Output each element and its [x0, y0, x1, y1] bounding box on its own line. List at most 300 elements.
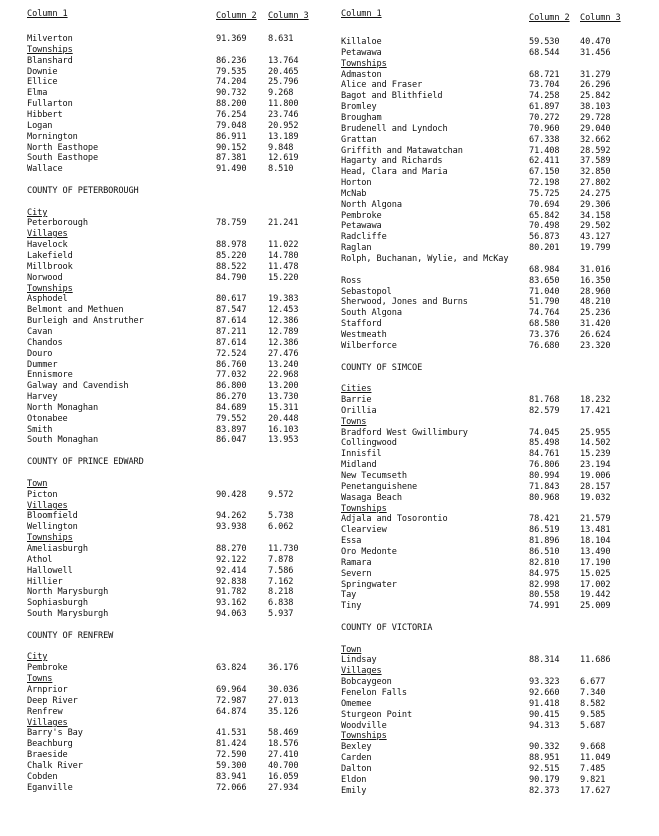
- row-label: McNab: [341, 189, 367, 199]
- county-heading: COUNTY OF SIMCOE: [341, 363, 423, 373]
- value-column-2: 90.428: [216, 490, 247, 500]
- value-column-2: 75.725: [529, 189, 560, 199]
- value-column-3: 7.485: [580, 764, 606, 774]
- value-column-2: 87.614: [216, 316, 247, 326]
- section-subheading: Cities: [341, 384, 372, 394]
- value-column-3: 25.796: [268, 77, 299, 87]
- value-column-3: 26.624: [580, 330, 611, 340]
- section-subheading: Towns: [341, 417, 367, 427]
- value-column-2: 70.960: [529, 124, 560, 134]
- value-column-3: 13.200: [268, 381, 299, 391]
- value-column-2: 59.530: [529, 37, 560, 47]
- value-column-2: 62.411: [529, 156, 560, 166]
- value-column-3: 19.442: [580, 590, 611, 600]
- row-label: Lakefield: [27, 251, 73, 261]
- value-column-2: 80.201: [529, 243, 560, 253]
- row-label: Innisfil: [341, 449, 382, 459]
- value-column-2: 74.045: [529, 428, 560, 438]
- row-label: Ross: [341, 276, 362, 286]
- row-label: North Marysburgh: [27, 587, 109, 597]
- value-column-3: 28.960: [580, 287, 611, 297]
- value-column-2: 76.680: [529, 341, 560, 351]
- row-label: Pembroke: [27, 663, 68, 673]
- value-column-3: 12.619: [268, 153, 299, 163]
- value-column-2: 72.590: [216, 750, 247, 760]
- value-column-3: 31.456: [580, 48, 611, 58]
- value-column-3: 15.239: [580, 449, 611, 459]
- value-column-3: 37.589: [580, 156, 611, 166]
- value-column-2: 86.270: [216, 392, 247, 402]
- row-label: Havelock: [27, 240, 68, 250]
- value-column-2: 90.415: [529, 710, 560, 720]
- value-column-3: 9.821: [580, 775, 606, 785]
- section-subheading: Townships: [341, 59, 387, 69]
- row-label: Eldon: [341, 775, 367, 785]
- value-column-2: 94.313: [529, 721, 560, 731]
- value-column-3: 30.036: [268, 685, 299, 695]
- value-column-3: 40.470: [580, 37, 611, 47]
- column-header: Column 2: [529, 13, 570, 23]
- value-column-2: 72.198: [529, 178, 560, 188]
- value-column-2: 84.790: [216, 273, 247, 283]
- value-column-2: 76.254: [216, 110, 247, 120]
- value-column-2: 76.806: [529, 460, 560, 470]
- row-label: Severn: [341, 569, 372, 579]
- row-label: Grattan: [341, 135, 377, 145]
- value-column-3: 15.220: [268, 273, 299, 283]
- value-column-2: 91.418: [529, 699, 560, 709]
- value-column-3: 23.746: [268, 110, 299, 120]
- value-column-2: 88.270: [216, 544, 247, 554]
- value-column-2: 88.522: [216, 262, 247, 272]
- row-label: Peterborough: [27, 218, 88, 228]
- value-column-3: 9.268: [268, 88, 294, 98]
- value-column-2: 79.048: [216, 121, 247, 131]
- value-column-3: 20.465: [268, 67, 299, 77]
- value-column-3: 15.311: [268, 403, 299, 413]
- value-column-3: 20.448: [268, 414, 299, 424]
- value-column-3: 9.585: [580, 710, 606, 720]
- column-header: Column 2: [216, 11, 257, 21]
- row-label: Chalk River: [27, 761, 83, 771]
- row-label: Hagarty and Richards: [341, 156, 443, 166]
- section-subheading: Townships: [27, 284, 73, 294]
- value-column-3: 13.953: [268, 435, 299, 445]
- value-column-3: 48.210: [580, 297, 611, 307]
- row-label: Raglan: [341, 243, 372, 253]
- value-column-2: 73.704: [529, 80, 560, 90]
- value-column-2: 72.524: [216, 349, 247, 359]
- value-column-2: 94.262: [216, 511, 247, 521]
- value-column-3: 25.842: [580, 91, 611, 101]
- section-subheading: Villages: [341, 666, 382, 676]
- row-label: Stafford: [341, 319, 382, 329]
- row-label: Head, Clara and Maria: [341, 167, 448, 177]
- value-column-3: 11.730: [268, 544, 299, 554]
- row-label: Wilberforce: [341, 341, 397, 351]
- row-label: Norwood: [27, 273, 63, 283]
- value-column-2: 71.408: [529, 146, 560, 156]
- column-header: Column 1: [341, 9, 382, 19]
- row-label: Ellice: [27, 77, 58, 87]
- value-column-3: 32.850: [580, 167, 611, 177]
- value-column-3: 19.006: [580, 471, 611, 481]
- value-column-2: 86.800: [216, 381, 247, 391]
- value-column-3: 31.420: [580, 319, 611, 329]
- value-column-2: 94.063: [216, 609, 247, 619]
- value-column-2: 92.122: [216, 555, 247, 565]
- row-label: Dalton: [341, 764, 372, 774]
- row-label: Dummer: [27, 360, 58, 370]
- row-label: Ennismore: [27, 370, 73, 380]
- value-column-3: 19.799: [580, 243, 611, 253]
- value-column-3: 17.627: [580, 786, 611, 796]
- row-label: Woodville: [341, 721, 387, 731]
- column-header: Column 3: [580, 13, 621, 23]
- row-label: Brougham: [341, 113, 382, 123]
- row-label: Killaloe: [341, 37, 382, 47]
- row-label: Mornington: [27, 132, 78, 142]
- row-label: Picton: [27, 490, 58, 500]
- value-column-3: 25.009: [580, 601, 611, 611]
- row-label: Otonabee: [27, 414, 68, 424]
- row-label: Fullarton: [27, 99, 73, 109]
- value-column-3: 32.662: [580, 135, 611, 145]
- row-label: Belmont and Methuen: [27, 305, 124, 315]
- row-label: Logan: [27, 121, 53, 131]
- value-column-2: 91.369: [216, 34, 247, 44]
- row-label: Hillier: [27, 577, 63, 587]
- value-column-2: 80.617: [216, 294, 247, 304]
- section-subheading: City: [27, 208, 48, 218]
- value-column-2: 92.838: [216, 577, 247, 587]
- row-label: Springwater: [341, 580, 397, 590]
- value-column-2: 85.220: [216, 251, 247, 261]
- value-column-3: 29.040: [580, 124, 611, 134]
- value-column-2: 84.689: [216, 403, 247, 413]
- value-column-3: 40.700: [268, 761, 299, 771]
- value-column-3: 5.738: [268, 511, 294, 521]
- value-column-2: 90.332: [529, 742, 560, 752]
- row-label: Cavan: [27, 327, 53, 337]
- value-column-3: 12.453: [268, 305, 299, 315]
- value-column-3: 22.968: [268, 370, 299, 380]
- value-column-2: 71.843: [529, 482, 560, 492]
- value-column-2: 65.842: [529, 211, 560, 221]
- value-column-3: 9.572: [268, 490, 294, 500]
- value-column-2: 80.558: [529, 590, 560, 600]
- row-label: Bexley: [341, 742, 372, 752]
- row-label: Eganville: [27, 783, 73, 793]
- value-column-3: 31.016: [580, 265, 611, 275]
- value-column-2: 88.978: [216, 240, 247, 250]
- value-column-2: 86.519: [529, 525, 560, 535]
- value-column-2: 90.732: [216, 88, 247, 98]
- row-label: Fenelon Falls: [341, 688, 407, 698]
- value-column-3: 58.469: [268, 728, 299, 738]
- value-column-3: 12.386: [268, 316, 299, 326]
- value-column-2: 82.998: [529, 580, 560, 590]
- value-column-3: 12.789: [268, 327, 299, 337]
- row-label: Cobden: [27, 772, 58, 782]
- value-column-3: 9.848: [268, 143, 294, 153]
- row-label: North Monaghan: [27, 403, 99, 413]
- row-label: Smith: [27, 425, 53, 435]
- value-column-3: 25.236: [580, 308, 611, 318]
- row-label: Bromley: [341, 102, 377, 112]
- value-column-3: 27.410: [268, 750, 299, 760]
- row-label: South Easthope: [27, 153, 99, 163]
- value-column-3: 20.952: [268, 121, 299, 131]
- value-column-2: 64.874: [216, 707, 247, 717]
- value-column-3: 13.764: [268, 56, 299, 66]
- value-column-3: 25.955: [580, 428, 611, 438]
- row-label: New Tecumseth: [341, 471, 407, 481]
- value-column-3: 35.126: [268, 707, 299, 717]
- row-label: Ameliasburgh: [27, 544, 88, 554]
- value-column-3: 5.937: [268, 609, 294, 619]
- value-column-2: 92.414: [216, 566, 247, 576]
- value-column-3: 12.386: [268, 338, 299, 348]
- value-column-3: 16.350: [580, 276, 611, 286]
- value-column-2: 86.236: [216, 56, 247, 66]
- value-column-3: 11.478: [268, 262, 299, 272]
- value-column-2: 87.547: [216, 305, 247, 315]
- value-column-3: 11.800: [268, 99, 299, 109]
- value-column-2: 91.490: [216, 164, 247, 174]
- value-column-3: 7.586: [268, 566, 294, 576]
- row-label: Renfrew: [27, 707, 63, 717]
- row-label: Omemee: [341, 699, 372, 709]
- row-label: Wellington: [27, 522, 78, 532]
- value-column-2: 93.162: [216, 598, 247, 608]
- row-label: South Marysburgh: [27, 609, 109, 619]
- value-column-3: 28.592: [580, 146, 611, 156]
- value-column-2: 72.066: [216, 783, 247, 793]
- row-label: South Algona: [341, 308, 402, 318]
- row-label: Horton: [341, 178, 372, 188]
- county-heading: COUNTY OF PRINCE EDWARD: [27, 457, 144, 467]
- value-column-3: 5.687: [580, 721, 606, 731]
- column-header: Column 1: [27, 9, 68, 19]
- value-column-3: 17.002: [580, 580, 611, 590]
- value-column-2: 81.768: [529, 395, 560, 405]
- value-column-3: 8.510: [268, 164, 294, 174]
- value-column-2: 87.614: [216, 338, 247, 348]
- value-column-2: 70.272: [529, 113, 560, 123]
- value-column-3: 6.838: [268, 598, 294, 608]
- row-label: Midland: [341, 460, 377, 470]
- value-column-3: 8.582: [580, 699, 606, 709]
- value-column-3: 8.218: [268, 587, 294, 597]
- section-subheading: Villages: [27, 501, 68, 511]
- row-label: Elma: [27, 88, 48, 98]
- value-column-2: 82.373: [529, 786, 560, 796]
- value-column-3: 7.340: [580, 688, 606, 698]
- value-column-2: 68.984: [529, 265, 560, 275]
- value-column-3: 14.780: [268, 251, 299, 261]
- row-label: Bloomfield: [27, 511, 78, 521]
- section-subheading: Town: [27, 479, 48, 489]
- value-column-3: 24.275: [580, 189, 611, 199]
- row-label: Galway and Cavendish: [27, 381, 129, 391]
- row-label: Braeside: [27, 750, 68, 760]
- row-label: Bobcaygeon: [341, 677, 392, 687]
- row-label: Arnprior: [27, 685, 68, 695]
- row-label: Rolph, Buchanan, Wylie, and McKay: [341, 254, 509, 264]
- value-column-2: 78.421: [529, 514, 560, 524]
- value-column-3: 13.189: [268, 132, 299, 142]
- value-column-3: 6.062: [268, 522, 294, 532]
- value-column-2: 81.424: [216, 739, 247, 749]
- value-column-3: 36.176: [268, 663, 299, 673]
- row-label: Essa: [341, 536, 362, 546]
- value-column-2: 90.152: [216, 143, 247, 153]
- value-column-2: 67.150: [529, 167, 560, 177]
- row-label: Barrie: [341, 395, 372, 405]
- row-label: Millbrook: [27, 262, 73, 272]
- row-label: South Monaghan: [27, 435, 99, 445]
- value-column-3: 6.677: [580, 677, 606, 687]
- value-column-2: 86.760: [216, 360, 247, 370]
- value-column-3: 26.296: [580, 80, 611, 90]
- value-column-3: 16.059: [268, 772, 299, 782]
- row-label: Sturgeon Point: [341, 710, 413, 720]
- value-column-3: 23.320: [580, 341, 611, 351]
- value-column-3: 21.241: [268, 218, 299, 228]
- value-column-2: 72.987: [216, 696, 247, 706]
- value-column-2: 84.761: [529, 449, 560, 459]
- value-column-2: 82.810: [529, 558, 560, 568]
- value-column-2: 84.975: [529, 569, 560, 579]
- value-column-3: 7.162: [268, 577, 294, 587]
- value-column-3: 27.934: [268, 783, 299, 793]
- row-label: Penetanguishene: [341, 482, 418, 492]
- row-label: Ramara: [341, 558, 372, 568]
- row-label: Tiny: [341, 601, 362, 611]
- county-heading: COUNTY OF VICTORIA: [341, 623, 433, 633]
- value-column-2: 56.873: [529, 232, 560, 242]
- value-column-2: 80.994: [529, 471, 560, 481]
- row-label: Beachburg: [27, 739, 73, 749]
- value-column-2: 83.941: [216, 772, 247, 782]
- value-column-2: 86.047: [216, 435, 247, 445]
- value-column-2: 88.951: [529, 753, 560, 763]
- value-column-3: 18.576: [268, 739, 299, 749]
- value-column-3: 28.157: [580, 482, 611, 492]
- row-label: Radcliffe: [341, 232, 387, 242]
- value-column-2: 69.964: [216, 685, 247, 695]
- value-column-2: 87.381: [216, 153, 247, 163]
- value-column-3: 7.878: [268, 555, 294, 565]
- row-label: Sophiasburgh: [27, 598, 88, 608]
- row-label: Clearview: [341, 525, 387, 535]
- value-column-2: 74.204: [216, 77, 247, 87]
- section-subheading: Town: [341, 645, 362, 655]
- row-label: Athol: [27, 555, 53, 565]
- value-column-2: 78.759: [216, 218, 247, 228]
- value-column-2: 70.498: [529, 221, 560, 231]
- value-column-2: 73.376: [529, 330, 560, 340]
- section-subheading: Townships: [27, 533, 73, 543]
- value-column-2: 80.968: [529, 493, 560, 503]
- value-column-2: 68.544: [529, 48, 560, 58]
- row-label: Carden: [341, 753, 372, 763]
- value-column-3: 23.194: [580, 460, 611, 470]
- value-column-2: 85.498: [529, 438, 560, 448]
- value-column-3: 13.490: [580, 547, 611, 557]
- row-label: Emily: [341, 786, 367, 796]
- section-subheading: Townships: [341, 731, 387, 741]
- value-column-3: 43.127: [580, 232, 611, 242]
- value-column-2: 93.323: [529, 677, 560, 687]
- row-label: North Algona: [341, 200, 402, 210]
- value-column-2: 77.032: [216, 370, 247, 380]
- value-column-2: 86.911: [216, 132, 247, 142]
- row-label: Lindsay: [341, 655, 377, 665]
- value-column-3: 18.104: [580, 536, 611, 546]
- value-column-2: 71.040: [529, 287, 560, 297]
- value-column-2: 68.721: [529, 70, 560, 80]
- value-column-2: 79.552: [216, 414, 247, 424]
- row-label: North Easthope: [27, 143, 99, 153]
- value-column-3: 29.728: [580, 113, 611, 123]
- value-column-3: 16.103: [268, 425, 299, 435]
- row-label: Oro Medonte: [341, 547, 397, 557]
- value-column-3: 11.022: [268, 240, 299, 250]
- row-label: Harvey: [27, 392, 58, 402]
- section-subheading: Villages: [27, 718, 68, 728]
- row-label: Brudenell and Lyndoch: [341, 124, 448, 134]
- value-column-2: 74.764: [529, 308, 560, 318]
- value-column-3: 9.668: [580, 742, 606, 752]
- section-subheading: Townships: [341, 504, 387, 514]
- value-column-3: 13.481: [580, 525, 611, 535]
- value-column-2: 88.200: [216, 99, 247, 109]
- value-column-2: 87.211: [216, 327, 247, 337]
- row-label: Downie: [27, 67, 58, 77]
- value-column-2: 59.300: [216, 761, 247, 771]
- row-label: Douro: [27, 349, 53, 359]
- row-label: Alice and Fraser: [341, 80, 423, 90]
- value-column-3: 19.032: [580, 493, 611, 503]
- row-label: Wasaga Beach: [341, 493, 402, 503]
- row-label: Chandos: [27, 338, 63, 348]
- row-label: Sebastopol: [341, 287, 392, 297]
- value-column-2: 92.515: [529, 764, 560, 774]
- value-column-2: 74.991: [529, 601, 560, 611]
- value-column-2: 93.938: [216, 522, 247, 532]
- section-subheading: Townships: [27, 45, 73, 55]
- value-column-2: 86.510: [529, 547, 560, 557]
- value-column-2: 51.790: [529, 297, 560, 307]
- value-column-3: 31.279: [580, 70, 611, 80]
- row-label: Adjala and Tosorontio: [341, 514, 448, 524]
- row-label: Hallowell: [27, 566, 73, 576]
- row-label: Burleigh and Anstruther: [27, 316, 144, 326]
- value-column-2: 91.782: [216, 587, 247, 597]
- value-column-2: 79.535: [216, 67, 247, 77]
- row-label: Deep River: [27, 696, 78, 706]
- value-column-2: 81.896: [529, 536, 560, 546]
- value-column-2: 68.580: [529, 319, 560, 329]
- column-header: Column 3: [268, 11, 309, 21]
- value-column-3: 38.103: [580, 102, 611, 112]
- row-label: Hibbert: [27, 110, 63, 120]
- section-subheading: Towns: [27, 674, 53, 684]
- row-label: Petawawa: [341, 221, 382, 231]
- value-column-3: 15.025: [580, 569, 611, 579]
